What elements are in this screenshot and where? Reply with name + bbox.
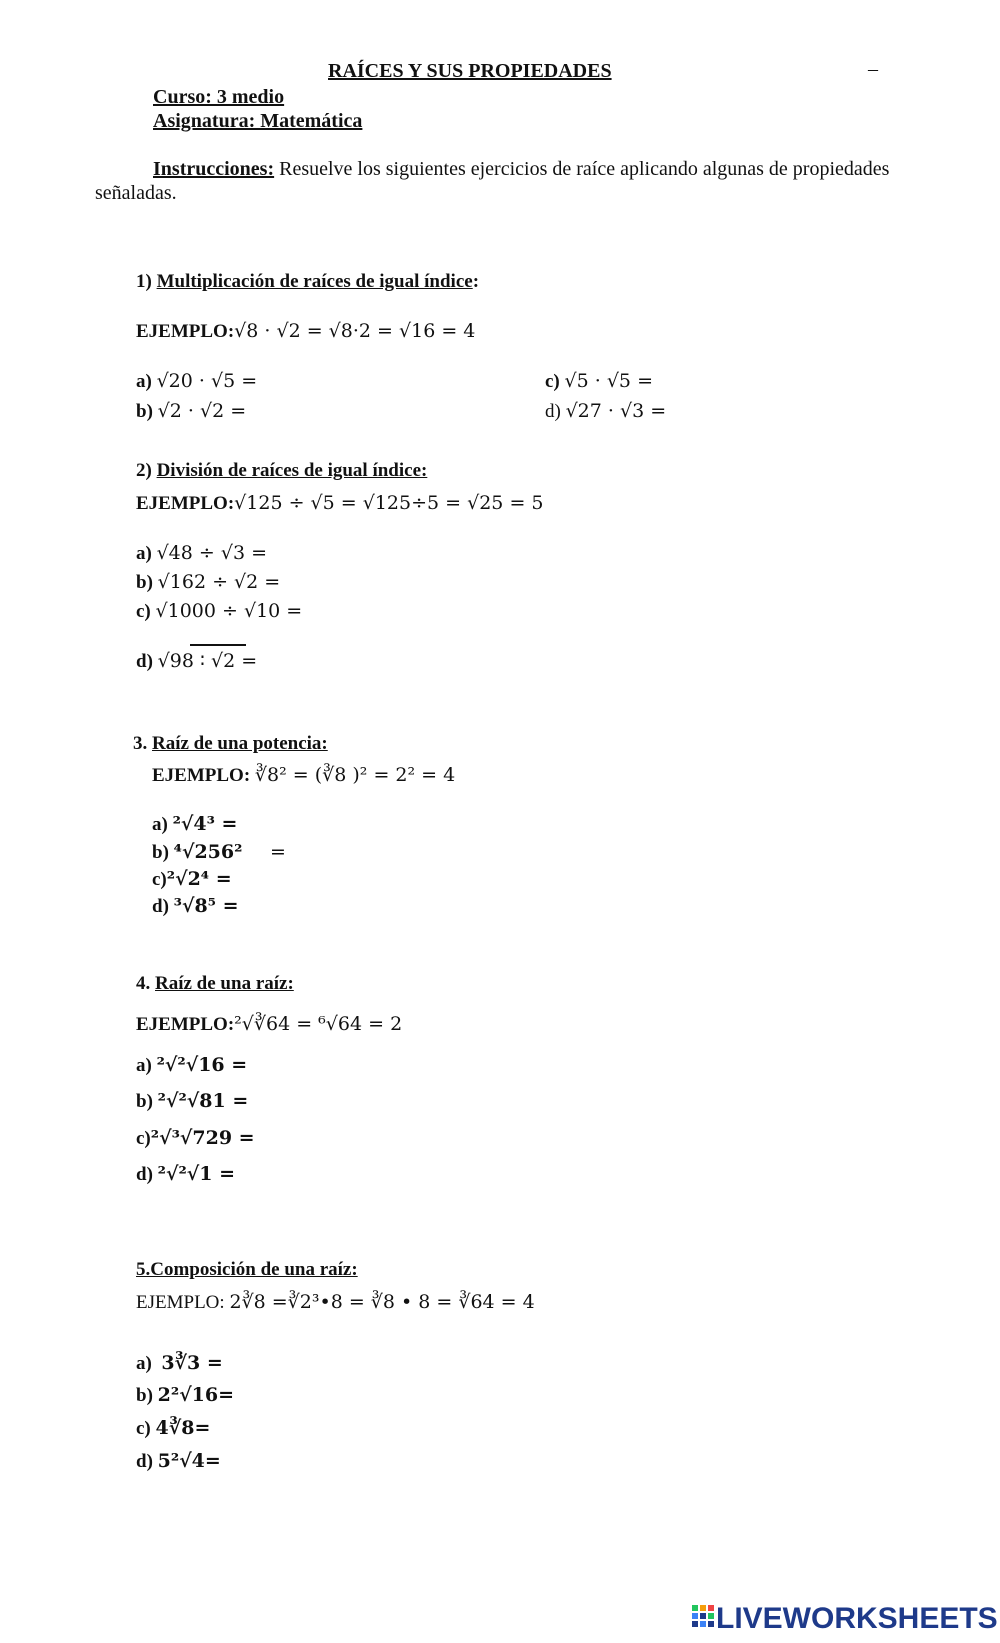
example-label: EJEMPLO: [152, 765, 251, 786]
example-label: EJEMPLO: [136, 1014, 235, 1035]
example-label: EJEMPLO: [136, 493, 235, 514]
exercise-letter: d) [136, 1451, 153, 1472]
section-3-title [133, 733, 328, 755]
section-2-number: 2) [136, 460, 157, 481]
exercise-expression: ³√8⁵ = [173, 895, 239, 917]
example-expression: ∛8² = (∛8 )² = 2² = 4 [254, 764, 456, 786]
section-2-title [136, 460, 427, 482]
exercise-expression: √27 · √3 = [565, 400, 667, 422]
section-1-colon: : [472, 271, 480, 292]
exercise-letter: d) [152, 896, 169, 917]
example-label: EJEMPLO: [136, 1292, 225, 1313]
exercise-letter: c) [136, 601, 151, 622]
exercise-4d [136, 1163, 235, 1186]
exercise-expression: ²√³√729 = [150, 1127, 255, 1149]
example-label: EJEMPLO: [136, 321, 235, 342]
exercise-letter: c) [136, 1418, 151, 1439]
exercise-expression: √162 ÷ √2 = [157, 571, 281, 593]
exercise-expression: √1000 ÷ √10 = [155, 600, 303, 622]
exercise-expression: ²√²√1 = [157, 1163, 236, 1185]
exercise-letter: a) [136, 1353, 152, 1374]
exercise-expression: √48 ÷ √3 = [156, 542, 268, 564]
exercise-letter: c) [152, 869, 167, 890]
section-4-number: 4. [136, 973, 155, 994]
liveworksheets-logo[interactable] [692, 1602, 998, 1636]
exercise-letter: b) [136, 401, 153, 422]
page-title: RAÍCES Y SUS PROPIEDADES [328, 60, 612, 82]
section-1-heading: Multiplicación de raíces de igual índice [156, 271, 473, 292]
section-5-example [136, 1291, 535, 1314]
exercise-2a [136, 542, 267, 565]
exercise-letter: a) [152, 814, 168, 835]
exercise-letter: d) [545, 401, 561, 422]
exercise-1a [136, 370, 257, 393]
exercise-letter: a) [136, 371, 152, 392]
logo-text: LIVEWORKSHEETS [716, 1602, 998, 1635]
instructions [153, 158, 889, 181]
exercise-3b [152, 841, 242, 864]
exercise-letter: b) [136, 1385, 153, 1406]
exercise-letter: d) [136, 651, 153, 672]
exercise-expression: ⁴√256² [173, 841, 243, 863]
section-1-title [136, 271, 479, 293]
exercise-letter: b) [136, 1091, 153, 1112]
section-2-heading: División de raíces de igual índice: [156, 460, 428, 481]
exercise-4b [136, 1090, 248, 1113]
exercise-1b [136, 400, 246, 423]
exercise-letter: d) [136, 1164, 153, 1185]
section-4-heading: Raíz de una raíz: [155, 973, 294, 994]
exercise-letter: a) [136, 1055, 152, 1076]
exercise-expression: ²√²√16 = [156, 1054, 248, 1076]
exercise-4c [136, 1127, 255, 1150]
title-dash: – [868, 58, 878, 80]
exercise-3d [152, 895, 239, 918]
exercise-3a [152, 813, 237, 836]
exercise-expression: 2²√16= [157, 1384, 235, 1406]
instructions-text: Resuelve los siguientes ejercicios de raíce aplicando algunas de propiedades [274, 158, 890, 180]
exercise-expression: 4∛8= [155, 1417, 211, 1439]
exercise-3c [152, 868, 232, 891]
exercise-expression: ²√²√81 = [157, 1090, 249, 1112]
section-2-example [136, 492, 544, 515]
subject-line: Asignatura: Matemática [153, 110, 363, 132]
exercise-2b [136, 571, 280, 594]
exercise-expression: ²√2⁴ = [166, 868, 232, 890]
exercise-5d [136, 1450, 221, 1473]
exercise-1c [545, 370, 653, 393]
instructions-continued: señaladas. [95, 182, 177, 204]
course-line: Curso: 3 medio [153, 86, 285, 108]
example-expression: ²√∛64 = ⁶√64 = 2 [234, 1013, 403, 1035]
section-5-title: 5.Composición de una raíz: [136, 1259, 358, 1280]
exercise-1d [545, 400, 666, 423]
example-expression: √125 ÷ √5 = √125÷5 = √25 = 5 [234, 492, 544, 514]
exercise-2d [136, 650, 257, 673]
exercise-4a [136, 1054, 247, 1077]
instructions-label: Instrucciones: [153, 158, 275, 180]
exercise-expression: 3∛3 = [161, 1352, 223, 1374]
section-3-example [152, 764, 455, 787]
exercise-expression: √20 · √5 = [156, 370, 258, 392]
liveworksheets-logo-icon [692, 1605, 714, 1631]
exercise-3b-equals: = [270, 841, 286, 863]
example-expression: 2∛8 =∛2³•8 = ∛8 • 8 = ∛64 = 4 [229, 1291, 535, 1313]
exercise-letter: b) [136, 572, 153, 593]
section-4-example [136, 1013, 402, 1036]
exercise-expression: ²√4³ = [172, 813, 238, 835]
section-1-example [136, 320, 475, 343]
section-3-heading: Raíz de una potencia: [152, 733, 328, 754]
exercise-expression: 5²√4= [157, 1450, 221, 1472]
section-4-title [136, 973, 294, 995]
exercise-expression: √98 ∶ √2 = [157, 650, 258, 672]
exercise-letter: c) [545, 371, 560, 392]
exercise-5b [136, 1384, 234, 1407]
exercise-expression: √5 · √5 = [564, 370, 653, 392]
example-expression: √8 · √2 = √8·2 = √16 = 4 [234, 320, 476, 342]
exercise-letter: a) [136, 543, 152, 564]
overline-mark [190, 644, 246, 646]
exercise-expression: √2 · √2 = [157, 400, 247, 422]
section-1-number: 1) [136, 271, 157, 292]
exercise-letter: c) [136, 1128, 151, 1149]
exercise-5a [136, 1352, 223, 1375]
exercise-5c [136, 1417, 210, 1440]
exercise-2c [136, 600, 302, 623]
section-3-number: 3. [133, 733, 152, 754]
exercise-letter: b) [152, 842, 169, 863]
